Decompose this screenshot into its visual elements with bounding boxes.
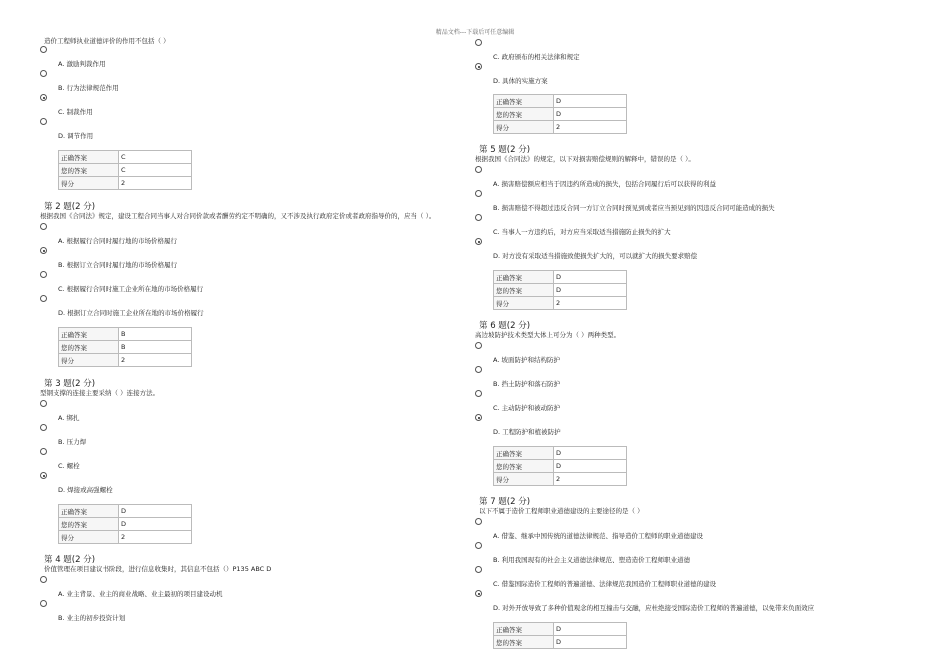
radio-button[interactable]: [40, 118, 47, 125]
question-5: [475, 145, 915, 308]
correct-answer-label: 正确答案: [59, 505, 119, 518]
question-5-heading: 第 5 题(2 分): [479, 145, 531, 155]
correct-answer-label: 正确答案: [494, 271, 554, 284]
option-c-label: C. 主动防护和被动防护: [493, 404, 561, 412]
question-3: [40, 379, 480, 542]
correct-answer-value: C: [119, 151, 192, 164]
document-watermark: 精品文档---下载后可任意编辑: [435, 29, 515, 36]
radio-button[interactable]: [40, 576, 47, 583]
option-c-label: C. 根据履行合同时施工企业所在地的市场价格履行: [58, 285, 204, 293]
your-answer-value: D: [554, 460, 627, 473]
option-a-label: A. 损害赔偿额应相当于因违约所造成的损失，包括合同履行后可以获得的利益: [493, 180, 716, 188]
score-label: 得分: [494, 297, 554, 310]
radio-button-selected[interactable]: [40, 247, 47, 254]
your-answer-label: 您的答案: [59, 164, 119, 177]
radio-button[interactable]: [475, 190, 482, 197]
correct-answer-label: 正确答案: [59, 328, 119, 341]
radio-button[interactable]: [475, 366, 482, 373]
option-d-label: D. 具体的实施方案: [493, 77, 548, 85]
option-d-label: D. 根据订立合同时施工企业所在地的市场价格履行: [58, 309, 204, 317]
option-b-label: B. 根据订立合同时履行地的市场价格履行: [58, 261, 178, 269]
answer-table-3: [58, 504, 192, 544]
correct-answer-value: D: [554, 271, 627, 284]
answer-table-1: [58, 150, 192, 190]
score-label: 得分: [59, 354, 119, 367]
option-d-label: D. 工程防护和植被防护: [493, 428, 561, 436]
your-answer-value: D: [554, 284, 627, 297]
radio-button[interactable]: [40, 424, 47, 431]
radio-button-selected[interactable]: [475, 63, 482, 70]
question-6-text: 高边坡防护技术类型大体上可分为（ ）两种类型。: [475, 331, 621, 339]
option-c-label: C. 当事人一方违约后，对方应当采取适当措施防止损失的扩大: [493, 228, 671, 236]
radio-button[interactable]: [40, 295, 47, 302]
correct-answer-value: D: [554, 623, 627, 636]
your-answer-label: 您的答案: [59, 341, 119, 354]
question-2: [40, 202, 480, 365]
your-answer-label: 您的答案: [494, 108, 554, 121]
option-a-label: A. 激励判裁作用: [58, 60, 106, 68]
your-answer-label: 您的答案: [59, 518, 119, 531]
radio-button[interactable]: [40, 223, 47, 230]
option-a-label: A. 业主背景、业主的商业战略、业主最初的项目建设动机: [58, 590, 223, 598]
question-1-text: 造价工程师执业道德评价的作用不包括（ ）: [44, 37, 170, 45]
question-5-text: 根据我国《合同法》的规定，以下对损害赔偿规则的解释中，错误的是（ ）。: [475, 155, 695, 163]
correct-answer-label: 正确答案: [59, 151, 119, 164]
radio-button-selected[interactable]: [40, 94, 47, 101]
correct-answer-value: D: [554, 95, 627, 108]
answer-table-6: [493, 446, 627, 486]
score-label: 得分: [59, 177, 119, 190]
your-answer-value: B: [119, 341, 192, 354]
option-d-label: D. 对方没有采取适当措施致使损失扩大的，可以就扩大的损失要求赔偿: [493, 252, 698, 260]
option-b-label: B. 挡土防护和落石防护: [493, 380, 561, 388]
radio-button[interactable]: [40, 400, 47, 407]
option-b-label: B. 损害赔偿不得超过违反合同一方订立合同时预见到或者应当预见到的因违反合同可能造成的损失: [493, 204, 775, 212]
radio-button[interactable]: [475, 542, 482, 549]
radio-button[interactable]: [40, 46, 47, 53]
radio-button[interactable]: [475, 166, 482, 173]
question-6: [475, 321, 915, 484]
option-b-label: B. 利用我国现有的社会主义道德法律规范、塑造造价工程师职业道德: [493, 556, 691, 564]
score-value: 2: [119, 354, 192, 367]
correct-answer-label: 正确答案: [494, 447, 554, 460]
score-value: 2: [119, 531, 192, 544]
answer-table-2: [58, 327, 192, 367]
radio-button-selected[interactable]: [40, 472, 47, 479]
option-b-label: B. 业主的初步投资计划: [58, 614, 126, 622]
your-answer-value: D: [119, 518, 192, 531]
option-c-label: C. 政府颁布的相关法律和规定: [493, 53, 580, 61]
question-3-text: 型钢支撑的连接主要采纳（ ）连接方法。: [40, 389, 160, 397]
option-b-label: B. 行为法律规范作用: [58, 84, 119, 92]
radio-button[interactable]: [475, 390, 482, 397]
option-c-label: C. 借鉴国际造价工程师的普遍道德、法律规范我国造价工程师职业道德的建设: [493, 580, 717, 588]
correct-answer-label: 正确答案: [494, 623, 554, 636]
radio-button[interactable]: [40, 271, 47, 278]
radio-button-selected[interactable]: [475, 590, 482, 597]
radio-button-selected[interactable]: [475, 414, 482, 421]
your-answer-label: 您的答案: [494, 636, 554, 649]
question-1: [40, 37, 480, 188]
question-3-heading: 第 3 题(2 分): [44, 379, 96, 389]
option-a-label: A. 绑扎: [58, 414, 80, 422]
score-value: 2: [554, 297, 627, 310]
question-4-text: 价值管理在项目建议书阶段，进行信息收集时，其信息不包括（）P135 ABC D: [44, 565, 272, 573]
option-a-label: A. 借鉴、继承中国传统的道德法律规范、指导造价工程师的职业道德建设: [493, 532, 703, 540]
question-7: [475, 497, 915, 647]
answer-table-5: [493, 270, 627, 310]
option-b-label: B. 压力焊: [58, 438, 87, 446]
question-7-text: 以下不属于造价工程师职业道德建设的主要途径的是（ ）: [479, 507, 644, 515]
option-d-label: D. 焊接或高强螺栓: [58, 486, 113, 494]
option-a-label: A. 坡面防护和结构防护: [493, 356, 560, 364]
score-label: 得分: [494, 121, 554, 134]
your-answer-label: 您的答案: [494, 284, 554, 297]
score-value: 2: [554, 473, 627, 486]
score-value: 2: [119, 177, 192, 190]
your-answer-value: D: [554, 108, 627, 121]
option-d-label: D. 调节作用: [58, 132, 94, 140]
radio-button[interactable]: [475, 214, 482, 221]
option-a-label: A. 根据履行合同时履行地的市场价格履行: [58, 237, 177, 245]
question-7-heading: 第 7 题(2 分): [479, 497, 531, 507]
option-c-label: C. 螺栓: [58, 462, 80, 470]
radio-button[interactable]: [40, 448, 47, 455]
question-4: [40, 555, 480, 622]
your-answer-label: 您的答案: [494, 460, 554, 473]
radio-button[interactable]: [475, 518, 482, 525]
score-value: 2: [554, 121, 627, 134]
your-answer-value: C: [119, 164, 192, 177]
question-2-text: 根据我国《合同法》规定，建设工程合同当事人对合同价款或者酬劳约定不明确的，又不涉及执行政府定价或者政府指导价的，应当（ ）。: [40, 212, 436, 220]
correct-answer-value: D: [119, 505, 192, 518]
correct-answer-value: B: [119, 328, 192, 341]
option-d-label: D. 对外开放导致了多种价值观念的相互撞击与交融，应杜绝接受国际造价工程师的普遍道德，以免带来负面效应: [493, 604, 815, 612]
your-answer-value: D: [554, 636, 627, 649]
radio-button[interactable]: [475, 342, 482, 349]
score-label: 得分: [494, 473, 554, 486]
radio-button[interactable]: [475, 566, 482, 573]
question-2-heading: 第 2 题(2 分): [44, 202, 96, 212]
question-6-heading: 第 6 题(2 分): [479, 321, 531, 331]
score-label: 得分: [59, 531, 119, 544]
option-c-label: C. 制裁作用: [58, 108, 93, 116]
answer-table-4: [493, 94, 627, 134]
radio-button-selected[interactable]: [475, 238, 482, 245]
correct-answer-value: D: [554, 447, 627, 460]
radio-button[interactable]: [475, 39, 482, 46]
correct-answer-label: 正确答案: [494, 95, 554, 108]
radio-button[interactable]: [40, 600, 47, 607]
question-4-heading: 第 4 题(2 分): [44, 555, 96, 565]
radio-button[interactable]: [40, 70, 47, 77]
answer-table-7: [493, 622, 627, 649]
